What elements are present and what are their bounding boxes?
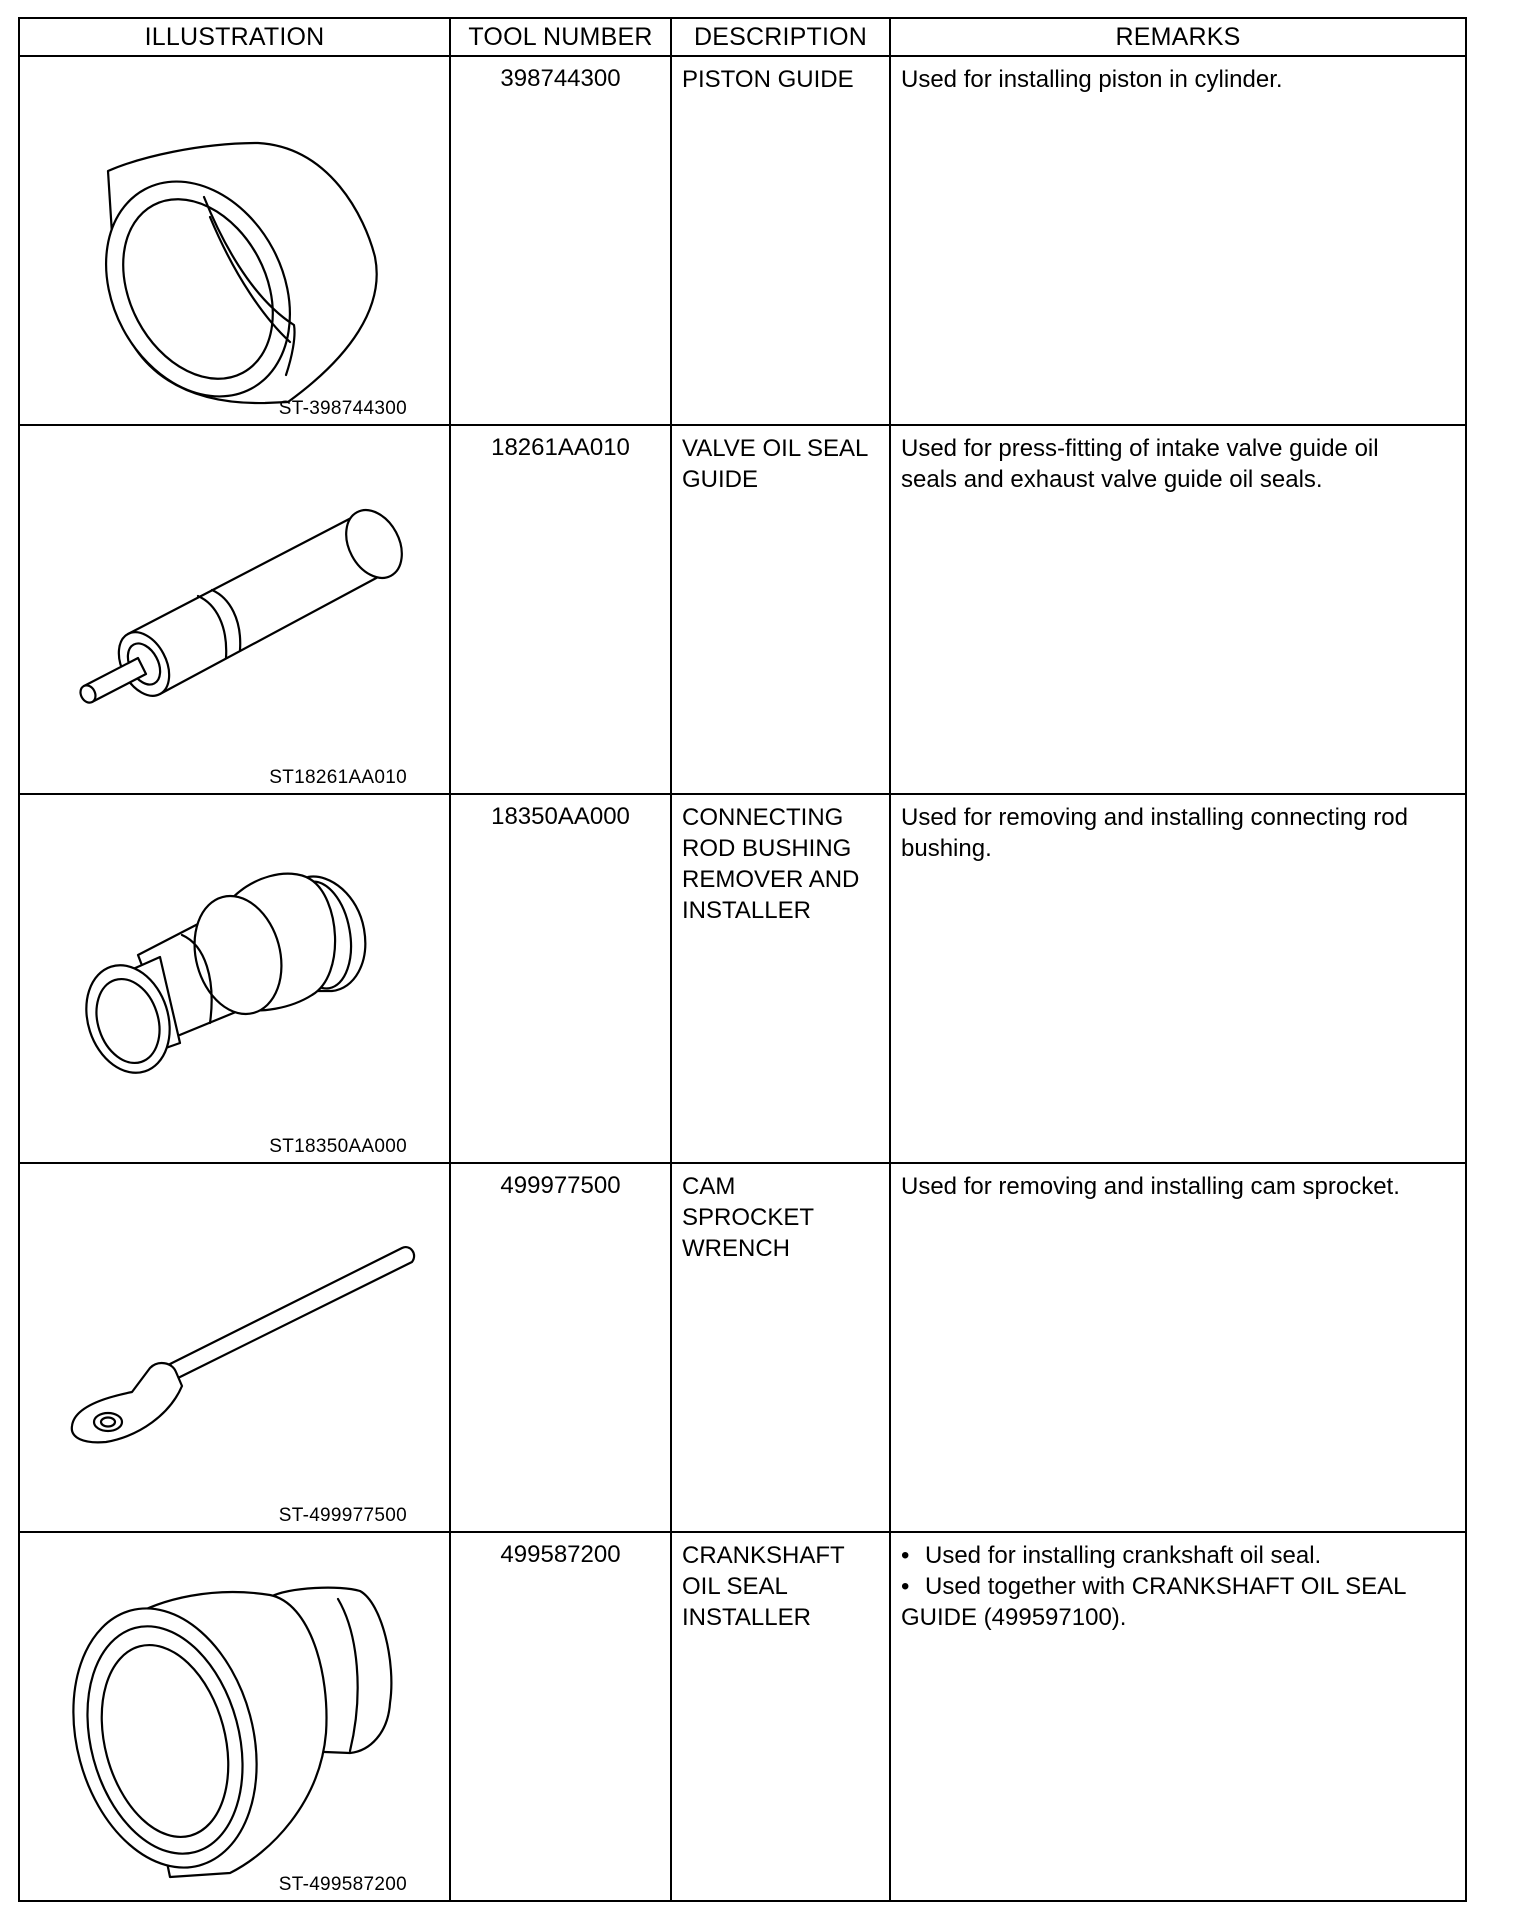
table-row: [19, 425, 1466, 794]
table-row: [19, 794, 1466, 1163]
description-line: GUIDE: [682, 466, 759, 493]
crankshaft-oil-seal-installer-icon: [20, 1533, 451, 1902]
tool-number: 499587200: [450, 1532, 671, 1901]
table-row: [19, 56, 1466, 425]
illustration-code: ST-499587200: [278, 1874, 407, 1895]
illustration-cell: [19, 794, 450, 1163]
remarks-line: seals and exhaust valve guide oil seals.: [901, 466, 1323, 493]
illustration-cell: [19, 1163, 450, 1532]
remarks: [890, 56, 1466, 425]
remarks-line: Used for removing and installing cam sprocket.: [901, 1173, 1400, 1200]
description-line: PISTON GUIDE: [682, 66, 854, 93]
description-line: CRANKSHAFT: [682, 1542, 845, 1569]
description-line: ROD BUSHING: [682, 835, 852, 862]
header-description: DESCRIPTION: [671, 18, 890, 56]
piston-guide-ring-icon: [20, 57, 451, 426]
description: [671, 1532, 890, 1901]
description-line: INSTALLER: [682, 897, 811, 924]
remarks-line: Used for installing piston in cylinder.: [901, 66, 1283, 93]
remarks-line: Used for press-fitting of intake valve guide oil: [901, 435, 1379, 462]
header-illustration: ILLUSTRATION: [19, 18, 450, 56]
illustration-cell: [19, 425, 450, 794]
cam-sprocket-wrench-icon: [20, 1164, 451, 1533]
bushing-remover-installer-icon: [20, 795, 451, 1164]
description: [671, 1163, 890, 1532]
illustration-cell: [19, 1532, 450, 1901]
description-line: OIL SEAL: [682, 1573, 788, 1600]
remarks-bullet: • Used together with CRANKSHAFT OIL SEAL: [901, 1571, 1449, 1602]
illustration-code: ST18350AA000: [269, 1136, 407, 1157]
description-line: CAM: [682, 1173, 736, 1200]
description-line: WRENCH: [682, 1235, 790, 1262]
remarks: [890, 425, 1466, 794]
remarks-bullet-continuation: GUIDE (499597100).: [901, 1604, 1127, 1631]
remarks: [890, 1532, 1466, 1901]
description-line: REMOVER AND: [682, 866, 860, 893]
description: [671, 425, 890, 794]
illustration-code: ST18261AA010: [269, 767, 407, 788]
remarks-line: bushing.: [901, 835, 992, 862]
description-line: VALVE OIL SEAL: [682, 435, 869, 462]
description-line: CONNECTING: [682, 804, 844, 831]
table-header-row: [19, 18, 1466, 56]
tool-number: 499977500: [450, 1163, 671, 1532]
header-tool-number: TOOL NUMBER: [450, 18, 671, 56]
illustration-code: ST-499977500: [278, 1505, 407, 1526]
description-line: INSTALLER: [682, 1604, 811, 1631]
illustration-code: ST-398744300: [278, 398, 407, 419]
remarks: [890, 1163, 1466, 1532]
valve-oil-seal-guide-icon: [20, 426, 451, 795]
remarks-bullet: • Used for installing crankshaft oil seal.: [901, 1540, 1449, 1571]
description: [671, 56, 890, 425]
header-remarks: REMARKS: [890, 18, 1466, 56]
description-line: SPROCKET: [682, 1204, 815, 1231]
remarks-line: Used for removing and installing connecting rod: [901, 804, 1408, 831]
tool-number: 398744300: [450, 56, 671, 425]
table-row: [19, 1163, 1466, 1532]
tool-number: 18350AA000: [450, 794, 671, 1163]
remarks: [890, 794, 1466, 1163]
illustration-cell: [19, 56, 450, 425]
description: [671, 794, 890, 1163]
table-row: [19, 1532, 1466, 1901]
special-tools-table: [18, 17, 1467, 1902]
tool-number: 18261AA010: [450, 425, 671, 794]
